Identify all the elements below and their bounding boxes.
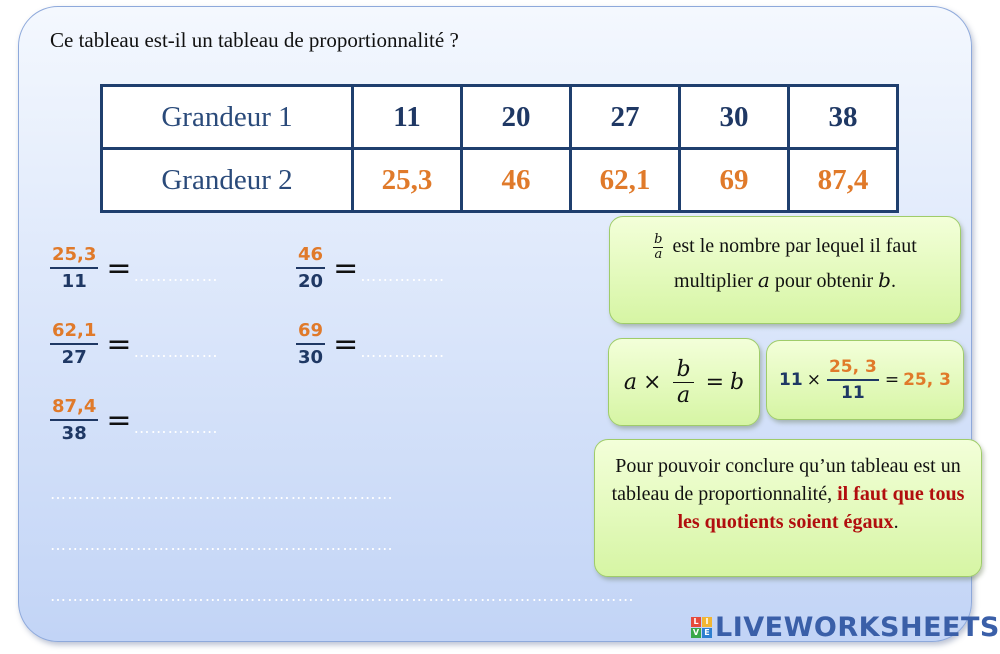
equals-sign: = (106, 402, 132, 438)
denominator: 20 (298, 271, 324, 292)
fraction (296, 320, 325, 368)
table-cell: 62,1 (571, 149, 680, 212)
proportionality-table (100, 84, 899, 213)
hint-text: est le nombre par lequel il faut (667, 235, 917, 257)
b-over-a-fraction: $\frac{b}{a}$ (654, 231, 663, 262)
denominator: 38 (61, 423, 87, 444)
table-cell: 46 (462, 149, 571, 212)
logo-icon: L I V E (691, 617, 712, 638)
table-row (102, 86, 898, 149)
denominator: 30 (298, 347, 324, 368)
table-cell: 11 (353, 86, 462, 149)
table-cell: 38 (789, 86, 898, 149)
answer-blank[interactable]: …………… (133, 341, 219, 361)
quotient-69-over-30 (296, 320, 445, 368)
answer-line[interactable]: ………………………………………………………………………………………… (50, 586, 635, 605)
table-cell: 30 (680, 86, 789, 149)
answer-blank[interactable]: …………… (133, 265, 219, 285)
answer-blank[interactable]: …………… (360, 265, 446, 285)
equals-sign: = (333, 326, 359, 362)
table-cell: 25,3 (353, 149, 462, 212)
fraction (50, 396, 98, 444)
hint-box-definition: $\frac{b}{a}$ est le nombre par lequel il faut multiplier a pour obtenir b. (609, 216, 961, 324)
table-cell: 20 (462, 86, 571, 149)
table-row (102, 149, 898, 212)
denominator: 27 (61, 347, 87, 368)
table-cell: 69 (680, 149, 789, 212)
liveworksheets-logo (691, 612, 1000, 643)
numerator: 69 (296, 320, 325, 345)
row-label: Grandeur 1 (102, 86, 353, 149)
numerator: 25,3 (50, 244, 98, 269)
fraction (296, 244, 325, 292)
example-fraction: $\frac{25, 3}{11}$ (828, 357, 877, 403)
conclusion-emphasis: il faut que tous les quotients soient égaux (677, 483, 965, 533)
conclusion-box: Pour pouvoir conclure qu’un tableau est un tableau de proportionnalité, il faut que tous les quotients soient égaux. (594, 439, 982, 577)
row-label: Grandeur 2 (102, 149, 353, 212)
answer-blank[interactable]: …………… (360, 341, 446, 361)
quotient-87-4-over-38 (50, 396, 219, 444)
answer-blank[interactable]: …………… (133, 417, 219, 437)
logo-text: LIVEWORKSHEETS (715, 612, 1000, 643)
conclusion-text: Pour pouvoir conclure qu’un tableau est un tableau de proportionnalité, (611, 455, 961, 505)
numerator: 62,1 (50, 320, 98, 345)
equals-sign: = (106, 326, 132, 362)
table-cell: 27 (571, 86, 680, 149)
table-cell: 87,4 (789, 149, 898, 212)
quotient-46-over-20 (296, 244, 445, 292)
numerator: 87,4 (50, 396, 98, 421)
equals-sign: = (106, 250, 132, 286)
formula-box: a × $\frac{b}{a}$ = b (608, 338, 760, 426)
answer-line[interactable]: …………………………………………………… (50, 535, 394, 554)
answer-line[interactable]: …………………………………………………… (50, 484, 394, 503)
quotient-25-3-over-11 (50, 244, 219, 292)
example-box: 11 × $\frac{25, 3}{11}$ = 25, 3 (766, 340, 964, 420)
equals-sign: = (333, 250, 359, 286)
formula-fraction: $\frac{b}{a}$ (673, 357, 693, 408)
fraction (50, 320, 98, 368)
numerator: 46 (296, 244, 325, 269)
quotient-62-1-over-27 (50, 320, 219, 368)
fraction (50, 244, 98, 292)
question-title: Ce tableau est-il un tableau de proportionnalité ? (50, 28, 459, 52)
denominator: 11 (61, 271, 87, 292)
